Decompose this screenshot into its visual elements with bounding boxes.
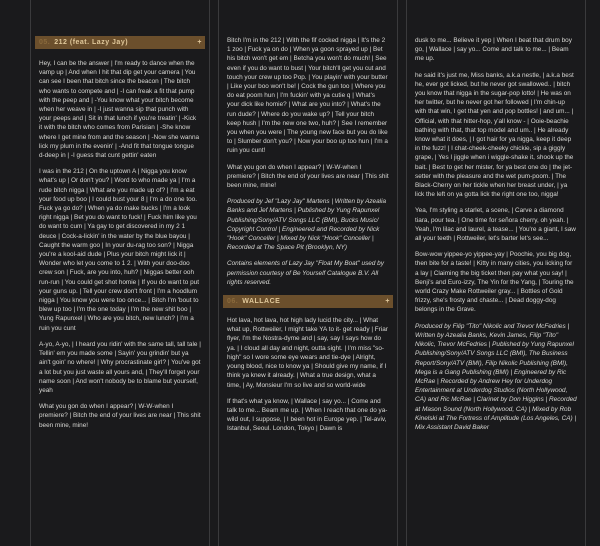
lyrics-paragraph: Bitch I'm in the 212 | With the fif cocked nigga | It's the 2 1 zoo | Fuck ya on do | When ya goon sprayed up | Bet his bitch won't get em | Betcha you won't do much! | See even if you do want to bust | Your bitch'll get you cut and touch your crew up too Pop. | You playin' with your butter | Like your boo won't be! | Cock the gun too | Where you do eat poom hun | I'm fuckin' with ya cutie q | What's your dick like homie? | What are you into? | What's the run dude? | Where do you wake up? | Tell your bitch keep hush | I'm the new one two, huh? | See I remember you when you were | The young new face but you do like to | Slumber don't you? | Now your boo up too hun | I'm a ruin you cunt! <box>227 37 388 155</box>
lyrics-column-2 <box>218 0 398 546</box>
lyrics-paragraph: A-yo, A-yo, | I heard you ridin' with the same tall, tall tale | Tellin' em you made some | Sayin' you grindin' but ya ain't goin' no where! | Why procrastinate girl? | You've got a lot but you just waste all yours and, | They'll forget your name soon | And won't nobody be to blame but yourself, yeah <box>39 340 201 394</box>
lyrics-paragraph: What you gon do when I appear? | W-W-when I premiere? | Bitch the end of your lives are near | This shit been mine, mine! <box>227 163 389 190</box>
track-credits: Produced by Jef "Lazy Jay" Martens | Written by Azealia Banks and Jef Martens | Published by Yung Rapunxel Publishing/Sony/ATV Songs LLC (BMI), Bucks Music/ Copyright Control | Engineered and Recorded by Nick "Hook" Conceller | Mixed by Nick "Hook" Conceller | Recorded at The Space Pit (Brooklyn, NY) <box>227 198 387 252</box>
plus-icon: + <box>197 39 202 46</box>
track-title: WALLACE <box>242 298 281 306</box>
track-header-wallace <box>223 295 393 308</box>
plus-icon: + <box>385 298 390 306</box>
lyrics-paragraph: Yea, I'm styling a starlet, a scene, | Carve a diamond tiara, pour tea. | One time for señora cherry, oh yeah. | Yeah, I'm lilac and laurel, a tease... | You're a giant, I saw all your teeth | Rottweiler, let's barter let's see... <box>415 207 576 243</box>
lyrics-paragraph: If that's what ya know, | Wallace | say yo... | Come and talk to me... Beam me up. | When I reach that one do ya- wild out, I suppose, | I been hot in Europe yep. | Tel-aviv, Istanbul, Seoul. London, Tokyo | Dawn is <box>227 397 388 433</box>
lyrics-paragraph: Hot lava, hot lava, hot high lady lucid the city... | What what up, Rottweiler, I might take YA to it- get ready | Friar flyer, I'm the Nostra-dyme and | say, say I says how do ya. | I cloud all day and night, outta sight. | I'm miss "so-high" so I wore some eye wears and tie-dye | Alright, young blood, nice to know ya | Should give my name, if I think ya knew it already. | What a true design, what a time, | Ay, Monsieur I'm so live and so world-wide <box>227 317 388 389</box>
lyrics-paragraph: I was in the 212 | On the uptown A | Nigga you know what's up | Or don't you? | Word to who made ya | I'm a rude bitch nigga | What are you made up of? | I'm a eat your food up boo | I could bust your 8 | I'm a do one too. Fuck ya go do? | When ya do make bucks | I'm a look right nigga | Bet you do want to fuck! | Fuck him like you do want to cum | Ya gay to get discovered in my 2 1 deuce | Cock-a-lickin' in the water by the blue bayou | Caught the warm goo | In your du-rag too son? | Nigga you're a kool-aid dude | Plus your bitch might lick it | Wonder who let you come to 1 2. | With your doo-doo crew son | Fuck, are you into, huh? | Niggas better ooh run-run | You could get shot homie | If you do want to put your guns up. | Tell your crew don't front | I'm a hoodlum nigga | You know you were too once... | Bitch I'm 'bout to blew up too | I'm the one today | I'm the new shit boo | Yung Rapunxel | Who are you bitch, new lunch? | I'm a ruin you cunt <box>39 168 199 332</box>
track-credits: Produced by Filip "Tito" Nikolic and Trevor McFedries | Written by Azealia Banks, Kevin James, Filip "Tito" Nikolic, Trevor McFedries | Published by Yung Rapunxel Publishing/Sony/ATV Songs LLC (BMI), The Business Report/Sony/ATV (BMI), Filip Nikolic Publishing (BMI), Mega is a Gang Publishing (BMI) | Engineered by Ric McRae | Recorded by Andrew Hey for Underdog Entertainment at Underdog Studios (North Hollywood, CA) and Ric McRae | Clarinet by Don Higgins | Recorded at Mason Sound (North Hollywood, CA) | Mixed by Rob Kinelski at The Fortress of Amplitude (Los Angeles, CA) | Mix Assistant David Baker <box>415 322 577 431</box>
lyrics-column-1 <box>30 0 210 546</box>
lyrics-paragraph: Hey, I can be the answer | I'm ready to dance when the vamp up | And when I hit that dip get your camera | You can see I been that bitch since the beacon | The bitch who wants to compete and | -I can freak a fit that pump with the peep and | -You know what your bitch become when her weave in | -I just wanna sip that punch with your peeps and | Sit in that lunch if you're treatin' | -Kick it with the bitch who comes from Parisian | -She know where I get mine from and the season | -Now she wanna lick my plum in the evenin' | -And fit that tongue tongue d-deep in | -I guess that cunt gettin' eaten <box>39 60 200 160</box>
track-number: 05. <box>39 39 51 46</box>
track-header-212 <box>35 36 205 49</box>
track-number: 06. <box>227 298 239 306</box>
sample-credit: Contains elements of Lazy Jay "Float My Boat" used by permission courtesy of Be Yourself Catalogue B.V. All rights reserved. <box>227 260 384 286</box>
lyrics-column-3 <box>406 0 586 546</box>
lyrics-paragraph: What you gon do when I appear? | W-W-when I premiere? | Bitch the end of your lives are near | This shit been mine, mine! <box>39 403 201 429</box>
lyrics-paragraph: dusk to me... Believe it yep | When I beat that drum boy go, | Wallace | say yo... Come and talk to me... | Beam me up. <box>415 37 572 63</box>
lyrics-paragraph: he said it's just me, Miss banks, a.k.a nestle, | a.k.a best he, ever got licked, but he never got swallowed.. | bitch you know that nigga in the sugar-pop lotto! | He was on her twitter, but he never got her followed | I'm chin-up with that win, I get that yen and pop bottles! | and um... | Official, with that hitter-hop, y'all know - | Ooie-beachie bathing with that, that top model and um.. | He already know what it does, | I got hair for ya nigga, keep it deep in the fuzz! | I chat-cheek-cheeky chickie, sip a giggly grape, | Yes I jiggle when i wiggle-shake it, shook up the bait. | Best to get her mister, for ya best one do | the jet-setter with the pleasure and the wet pum-poom. | The Black-Cherry on her tickle when her breast under, | ya lick the left on ya gotta lick the right one too, nigga! <box>415 71 574 199</box>
lyrics-paragraph: Bow-wow yippee-yo yippee-yay | Poochie, you big dog, then bite for a taste! | Kitty in many cities, you licking for a lay | Claiming the big ticket then pay what you say! | Benji's and Euro-izzy, The Yin for the Yang, | Touring the world Crazy Make Rottweiler gray... | Bottles of Gold frizzy, she's frosty and chaste... | Dead doggy-dog belongs in the Grave. <box>415 251 574 314</box>
track-title: 212 (feat. Lazy Jay) <box>54 39 129 46</box>
